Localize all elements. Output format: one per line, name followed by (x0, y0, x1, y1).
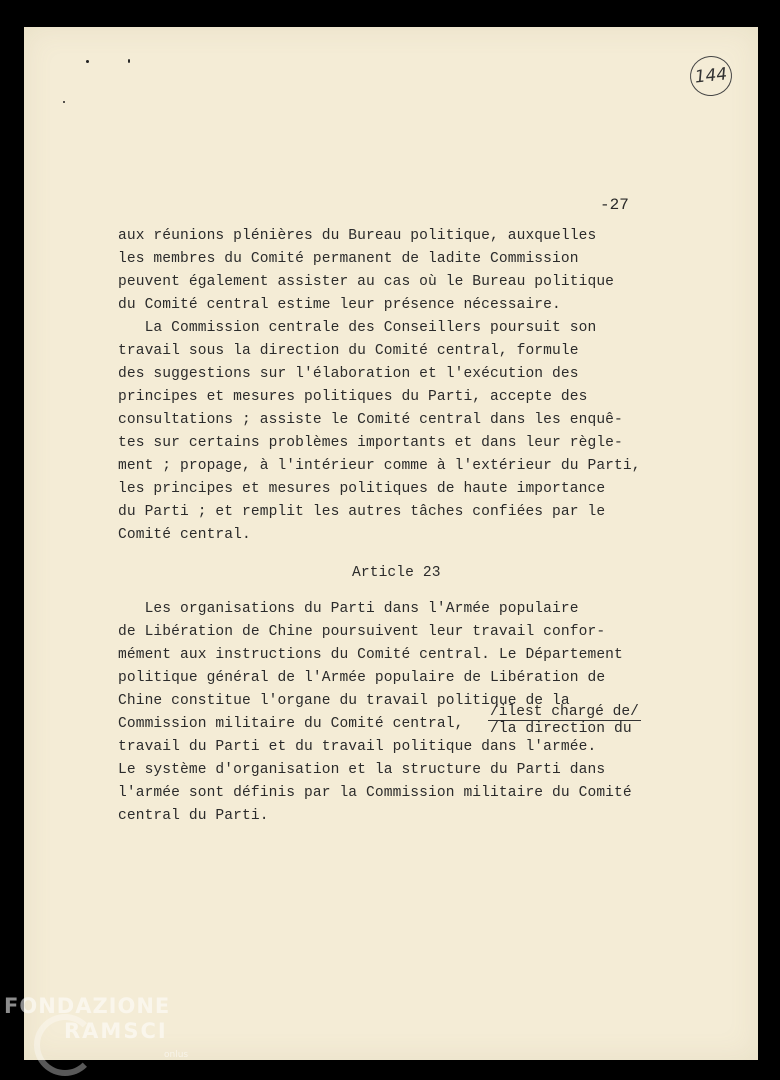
text-line: du Parti ; et remplit les autres tâches confiées par le (118, 504, 606, 520)
text-line: les principes et mesures politiques de haute importance (118, 481, 606, 497)
text-line: Chine constitue l'organe du travail politique de la (118, 693, 570, 709)
text-line: politique général de l'Armée populaire de Libération de (118, 670, 606, 686)
watermark-line1: FONDAZIONE (4, 994, 171, 1018)
text-line: travail sous la direction du Comité central, formule (118, 343, 579, 359)
text-line: Comité central. (118, 527, 251, 543)
text-line: de Libération de Chine poursuivent leur travail confor- (118, 624, 606, 640)
watermark-line2: RAMSCI (64, 1019, 168, 1043)
paper-speck (86, 60, 89, 63)
text-line: central du Parti. (118, 808, 269, 824)
text-line: des suggestions sur l'élaboration et l'exécution des (118, 366, 579, 382)
article-heading: Article 23 (352, 565, 441, 581)
struck-text: /la direction du (490, 721, 632, 737)
handwritten-insertion: /ilest chargé de/ (490, 704, 639, 720)
document-page (24, 27, 758, 1060)
text-line: du Comité central estime leur présence nécessaire. (118, 297, 561, 313)
text-line: Le système d'organisation et la structure du Parti dans (118, 762, 606, 778)
paper-speck (63, 101, 65, 103)
text-line: consultations ; assiste le Comité central dans les enquê- (118, 412, 623, 428)
text-line: Les organisations du Parti dans l'Armée populaire (118, 601, 579, 617)
text-line: La Commission centrale des Conseillers poursuit son (118, 320, 597, 336)
text-line: mément aux instructions du Comité central. Le Département (118, 647, 623, 663)
watermark-line3: onlus (164, 1050, 189, 1060)
page-number: -27 (600, 196, 629, 214)
text-line: l'armée sont définis par la Commission militaire du Comité (118, 785, 632, 801)
gramsci-g-logo-icon (34, 1014, 96, 1076)
text-line: travail du Parti et du travail politique dans l'armée. (118, 739, 597, 755)
text-line: tes sur certains problèmes importants et dans leur règle- (118, 435, 623, 451)
paper-speck (128, 59, 130, 63)
text-line: aux réunions plénières du Bureau politique, auxquelles (118, 228, 597, 244)
text-line: Commission militaire du Comité central, (118, 716, 464, 732)
text-line: peuvent également assister au cas où le Bureau politique (118, 274, 615, 290)
fondazione-gramsci-watermark (4, 994, 189, 1060)
archive-page-stamp: 144 (688, 54, 734, 98)
text-line: les membres du Comité permanent de ladite Commission (118, 251, 579, 267)
text-line: principes et mesures politiques du Parti, accepte des (118, 389, 588, 405)
text-line: ment ; propage, à l'intérieur comme à l'extérieur du Parti, (118, 458, 641, 474)
